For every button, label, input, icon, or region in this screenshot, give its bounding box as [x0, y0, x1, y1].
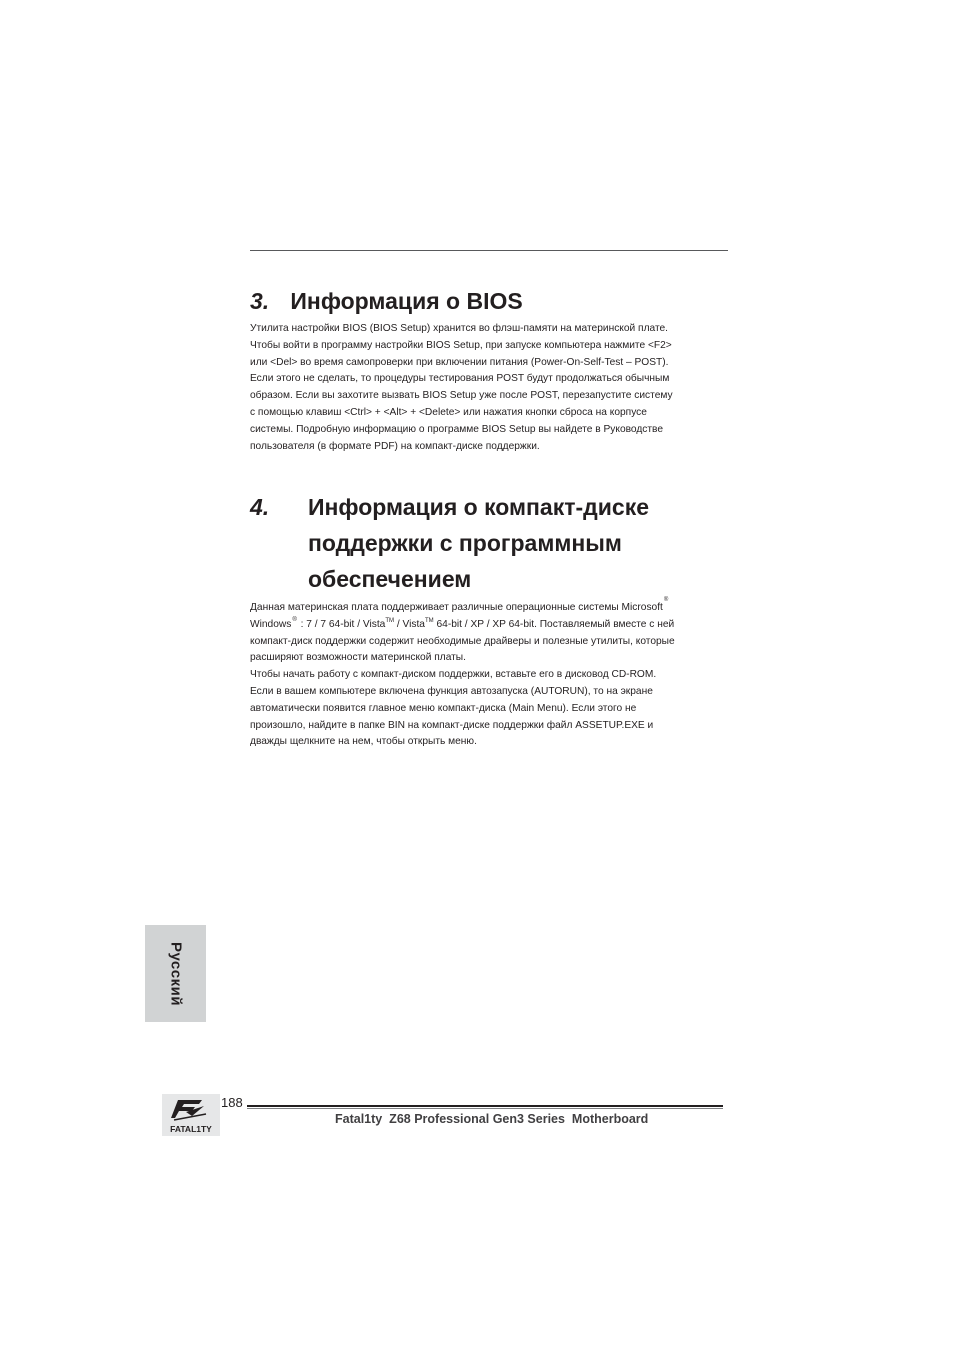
section-3-body — [250, 321, 730, 455]
section-4-title-line: поддержки с программным — [308, 530, 622, 556]
footer-divider-thin — [247, 1108, 723, 1109]
language-tab — [145, 925, 206, 1022]
body-line: дважды щелкните на нем, чтобы открыть меню. — [250, 736, 477, 748]
section-4-body — [250, 597, 730, 751]
footer-divider — [247, 1105, 723, 1107]
section-4-number: 4. — [250, 494, 270, 520]
registered-mark: ® — [292, 616, 297, 623]
body-line: Чтобы начать работу с компакт-диском поддержки, вставьте его в дисковод CD-ROM. — [250, 669, 657, 681]
body-line: Чтобы войти в программу настройки BIOS Setup, при запуске компьютера нажмите <F2> — [250, 339, 672, 351]
section-3-heading — [250, 284, 523, 318]
body-line: системы. Подробную информацию о программе BIOS Setup вы найдете в Руководстве — [250, 423, 664, 435]
section-4-title-line: Информация о компакт-диске — [308, 494, 649, 520]
footer-title: Fatal1ty Z68 Professional Gen3 Series Motherboard — [335, 1112, 649, 1126]
logo-wordmark: FATAL1TY — [170, 1124, 212, 1134]
fatal1ty-logo — [162, 1094, 220, 1136]
body-line: компакт-диск поддержки содержит необходимые драйверы и полезные утилиты, которые — [250, 635, 675, 647]
body-line: расширяют возможности материнской платы. — [250, 652, 466, 664]
body-line — [250, 617, 730, 634]
body-line: Если в вашем компьютере включена функция автозапуска (AUTORUN), то на экране — [250, 685, 653, 697]
body-line: с помощью клавиш <Ctrl> + <Alt> + <Delete> или нажатия кнопки сброса на корпусе — [250, 406, 647, 418]
body-line: произошло, найдите в папке BIN на компакт-диске поддержки файл ASSETUP.EXE и — [250, 719, 654, 731]
body-text: / Vista — [394, 618, 425, 630]
body-text: : 7 / 7 64-bit / Vista — [297, 618, 386, 630]
body-text: Данная материнская плата поддерживает различные операционные системы Microsoft — [250, 602, 663, 613]
body-line: Утилита настройки BIOS (BIOS Setup) хранится во флэш-памяти на материнской плате. — [250, 323, 669, 334]
section-4-title-line: обеспечением — [308, 566, 472, 592]
registered-mark: ® — [663, 597, 669, 603]
body-line — [250, 597, 730, 617]
language-tab-label: Русский — [167, 941, 184, 1006]
body-text: 64-bit / XP / XP 64-bit. Поставляемый вместе с ней — [433, 618, 675, 630]
section-4-heading — [308, 489, 649, 597]
body-line: пользователя (в формате PDF) на компакт-диске поддержки. — [250, 440, 540, 452]
section-3-number: 3. — [250, 288, 270, 314]
page-number: 188 — [221, 1095, 243, 1110]
section-3-title: Информация о BIOS — [290, 288, 523, 314]
body-line: Если этого не сделать, то процедуры тестирования POST будут продолжаться обычным — [250, 373, 670, 385]
body-text: Windows — [250, 618, 292, 630]
body-line: образом. Если вы захотите вызвать BIOS Setup уже после POST, перезапустите систему — [250, 390, 673, 402]
trademark-mark: TM — [385, 617, 395, 624]
body-line: или <Del> во время самопроверки при включении питания (Power-On-Self-Test – POST). — [250, 356, 669, 368]
trademark-mark: TM — [424, 617, 434, 624]
body-line: автоматически появится главное меню компакт-диска (Main Menu). Если этого не — [250, 702, 637, 714]
top-divider — [250, 250, 728, 251]
